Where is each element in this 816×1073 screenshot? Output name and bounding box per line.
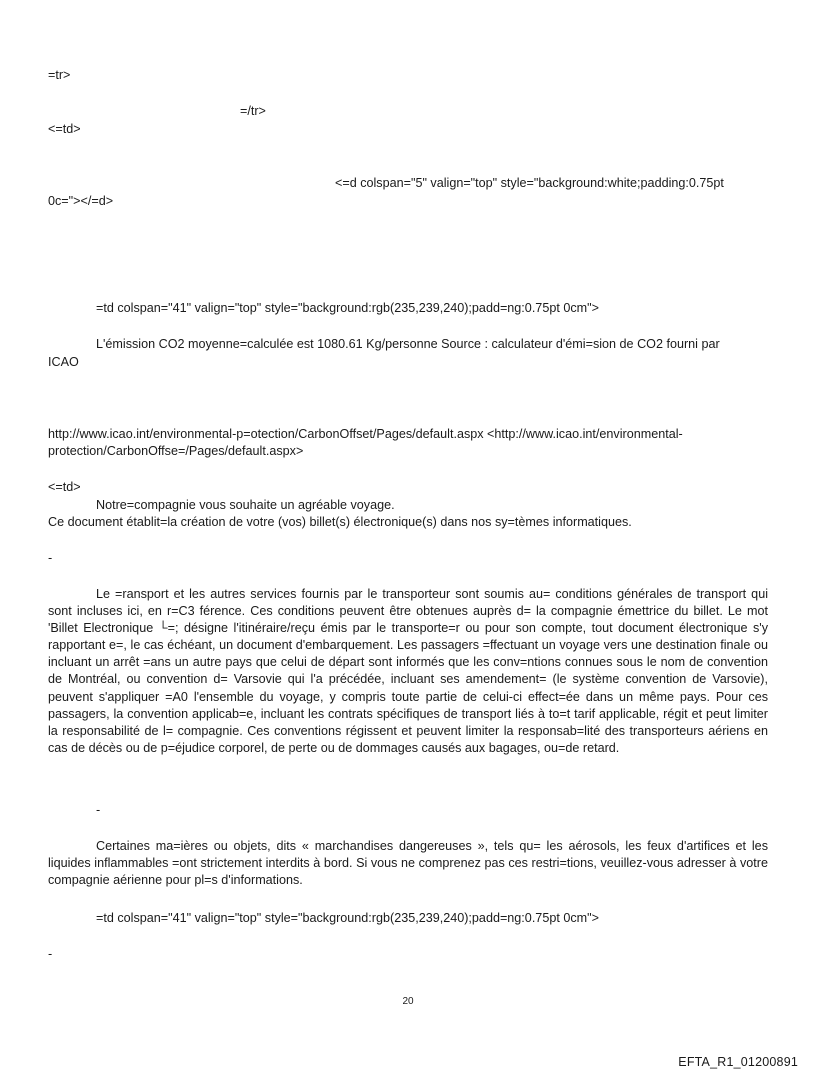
text-line: 0c="></=d> bbox=[48, 194, 114, 208]
text-line: <=td> bbox=[48, 480, 81, 494]
text-line: - bbox=[96, 803, 101, 817]
text-line: =/tr> bbox=[240, 104, 266, 118]
document-id: EFTA_R1_01200891 bbox=[678, 1055, 798, 1069]
dangerous-goods-paragraph: Certaines ma=ières ou objets, dits « marchandises dangereuses », tels qu= les aérosols, les feux d'artifices et les liquides inflammables =ont strictement interdits à bord. Si vous ne comprenez pas ces restri=tions, veuillez-vous adresser à votre compagnie aérienne pour pl=s d'informations. bbox=[48, 839, 768, 888]
text-line: =td colspan="41" valign="top" style="background:rgb(235,239,240);padd=ng:0.75pt 0cm"> bbox=[96, 911, 599, 925]
text-line: =td colspan="41" valign="top" style="background:rgb(235,239,240);padd=ng:0.75pt 0cm"> bbox=[96, 301, 599, 315]
text-line: - bbox=[48, 551, 53, 565]
text-line: - bbox=[48, 947, 53, 961]
text-line: <=d colspan="5" valign="top" style="background:white;padding:0.75pt bbox=[335, 176, 724, 190]
text-line: Notre=compagnie vous souhaite un agréable voyage. bbox=[96, 498, 395, 512]
page-number: 20 bbox=[402, 996, 414, 1007]
text-line: =tr> bbox=[48, 68, 71, 82]
text-line: ICAO bbox=[48, 355, 79, 369]
text-line: L'émission CO2 moyenne=calculée est 1080.61 Kg/personne Source : calculateur d'émi=sion de CO2 fourni par bbox=[96, 337, 720, 351]
conditions-paragraph: Le =ransport et les autres services fournis par le transporteur sont soumis au= conditions générales de transport qui sont incluses ici, en r=C3 férence. Ces conditions peuvent être obtenues auprès d= la compagnie émettrice du billet. Le mot 'Billet Electronique └=; désigne l'itinéraire/reçu émis par le transporte=r ou pour son compte, tout document électronique s'y rapportant e=, le cas échéant, un document d'embarquement. Les passagers =ffectuant un voyage vers une destination finale ou incluant un arrêt =ans un autre pays que celui de départ sont informés que les conv=ntions connues sous le nom de convention de Montréal, ou convention d= Varsovie qui l'a précédée, incluant ses amendement= (le système convention de Varsovie), peuvent s'appliquer =A0 l'ensemble du voyage, y compris toute partie de celui-ci effect=ée dans un même pays. Pour ces passagers, la convention applicab=e, incluant les contrats spécifiques de transport liés à to=t tarif applicable, régit et peut limiter la responsabilité de l= compagnie. Ces conventions régissent et peuvent limiter la responsab=lité des transporteurs aériens en cas de décès ou de p=éjudice corporel, de perte ou de dommages causés aux bagages, ou=de retard. bbox=[48, 587, 768, 755]
text-line: <=td> bbox=[48, 122, 81, 136]
text-line: Ce document établit=la création de votre (vos) billet(s) électronique(s) dans nos sy=tèmes informatiques. bbox=[48, 515, 632, 529]
link-text: http://www.icao.int/environmental-p=otection/CarbonOffset/Pages/default.aspx <http://www.icao.int/environmental- bbox=[48, 427, 683, 441]
link-text: protection/CarbonOffse=/Pages/default.aspx> bbox=[48, 444, 304, 458]
